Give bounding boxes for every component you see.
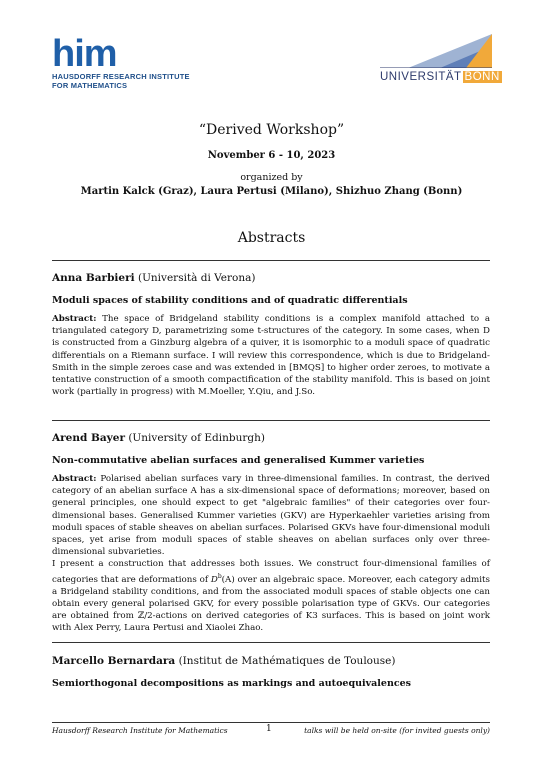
university-city: BONN	[464, 71, 500, 83]
talk-section	[52, 272, 490, 398]
abstract-text: The space of Bridgeland stability conditions is a complex manifold attached to a triangulated category D, parametrizing some t-structures of the category. In some cases, when D is constructed from a Ginzburg algebra of a quiver, it is isomorphic to a moduli space of quadratic differentials on a Riemann surface. I will review this correspondence, which is due to Bridgeland-Smith in the simple zeroes case and was extended in [BMQS] to higher order zeroes, to motivate a tentative construction of a smooth compactification of the stability manifold. This is based on joint work (partially in progress) with M.Moeller, Y.Qiu, and J.So.	[52, 314, 491, 398]
footer-divider	[52, 722, 490, 723]
talk-abstract	[52, 313, 490, 398]
him-logo-line2: FOR MATHEMATICS	[52, 81, 128, 90]
talk-section	[52, 432, 490, 635]
talk-section	[52, 655, 490, 689]
section-divider	[52, 260, 490, 261]
him-logo-mark: him	[52, 33, 117, 75]
math-expression: ℤ/2	[137, 611, 153, 622]
speaker-name: Marcello Bernardara	[52, 655, 176, 667]
speaker-line	[52, 432, 490, 444]
him-logo	[52, 33, 190, 90]
math-superscript: b	[217, 572, 222, 580]
speaker-affiliation: (Università di Verona)	[137, 272, 256, 284]
speaker-name: Arend Bayer	[52, 432, 125, 444]
university-bonn-logo	[380, 34, 500, 86]
event-title: “Derived Workshop”	[198, 122, 345, 138]
speaker-line	[52, 655, 490, 667]
math-expression: (A)	[221, 574, 235, 585]
section-divider	[52, 642, 490, 643]
speaker-affiliation: (University of Edinburgh)	[128, 432, 265, 444]
speaker-name: Anna Barbieri	[52, 272, 135, 284]
abstract-text: Polarised abelian surfaces vary in three-dimensional families. In contrast, the derived category of an abelian surface A has a six-dimensional space of deformations; moreover, based on general principles, one should expect to get "algebraic families" of their categories over four-dimensional bases. Generalised Kummer varieties (GKV) are Hyperkaehler varieties arising from moduli spaces of stable sheaves on abelian surfaces. Polarised GKVs have four-dimensional moduli spaces, yet arise from moduli spaces of stable sheaves on abelian surfaces only over three-dimensional subvarieties.	[52, 474, 490, 558]
event-dates: November 6 - 10, 2023	[207, 150, 336, 161]
talk-abstract	[52, 473, 490, 635]
abstract-text: -actions on derived categories of K3 surfaces. This is based on joint work with Alex Perry, Laura Pertusi and Xiaolei Zhao.	[52, 611, 491, 634]
abstract-label: Abstract:	[52, 314, 97, 324]
page-number: 1	[266, 724, 272, 734]
organized-by-label: organized by	[240, 172, 303, 183]
him-logo-line1: HAUSDORFF RESEARCH INSTITUTE	[52, 72, 190, 81]
math-expression: D	[210, 574, 218, 585]
university-word: UNIVERSITÄT	[380, 71, 462, 83]
abstract-text: I present a construction that addresses both issues. We construct four-dimensional families of categories that are deformations of	[52, 559, 490, 585]
university-logo-text	[380, 71, 502, 83]
section-divider	[52, 420, 490, 421]
talk-title: Semiorthogonal decompositions as markings and autoequivalences	[52, 678, 412, 689]
footer-institute: Hausdorff Research Institute for Mathematics	[52, 726, 228, 735]
abstracts-heading: Abstracts	[237, 230, 306, 246]
abstract-label: Abstract:	[52, 474, 97, 484]
abstract-text: over an algebraic space. Moreover, each category admits a Bridgeland stability conditions, and from the associated moduli spaces of stable objects one can obtain every general polarised GKV, for every possible polarisation type of GKVs. Our categories are obtained from	[52, 574, 490, 622]
talk-title: Non-commutative abelian surfaces and generalised Kummer varieties	[52, 455, 425, 466]
talk-title: Moduli spaces of stability conditions and of quadratic differentials	[52, 295, 408, 306]
university-logo-graphic	[380, 34, 492, 68]
organizers: Martin Kalck (Graz), Laura Pertusi (Milano), Shizhuo Zhang (Bonn)	[80, 186, 463, 197]
speaker-affiliation: (Institut de Mathématiques de Toulouse)	[178, 655, 396, 667]
speaker-line	[52, 272, 490, 284]
footer-note: talks will be held on-site (for invited guests only)	[304, 726, 490, 735]
